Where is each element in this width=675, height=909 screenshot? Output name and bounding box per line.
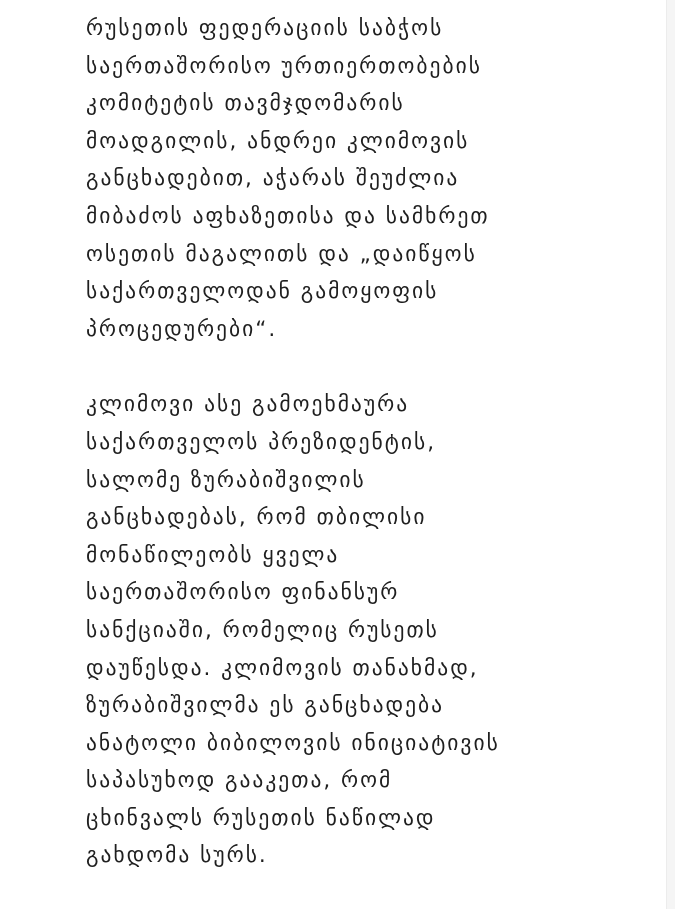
text-line: სალომე ზურაბიშვილის — [86, 467, 366, 493]
text-line: სანქციაში, რომელიც რუსეთს — [86, 617, 439, 643]
text-line: საპასუხოდ გააკეთა, რომ — [86, 768, 393, 794]
text-line: პროცედურები“. — [86, 316, 278, 342]
text-line: ზურაბიშვილმა ეს განცხადება — [86, 693, 445, 719]
text-line: მიბაძოს აფხაზეთისა და სამხრეთ — [86, 203, 490, 229]
text-line: მონაწილეობს ყველა — [86, 542, 340, 568]
text-line: განცხადებას, რომ თბილისი — [86, 505, 427, 531]
paragraph-2 — [86, 386, 606, 875]
text-line: განცხადებით, აჭარას შეუძლია — [86, 166, 460, 192]
text-line: საქართველოდან გამოყოფის — [86, 279, 439, 305]
text-line: კომიტეტის თავმჯდომარის — [86, 91, 405, 117]
text-line: ცხინვალს რუსეთის ნაწილად — [86, 805, 436, 831]
text-line: საერთაშორისო ფინანსურ — [86, 580, 400, 606]
text-line: დაუწესდა. კლიმოვის თანახმად, — [86, 655, 479, 681]
scrollbar-track[interactable] — [666, 0, 675, 909]
text-line: გახდომა სურს. — [86, 843, 268, 869]
article-body — [86, 10, 606, 875]
text-line: საქართველოს პრეზიდენტის, — [86, 429, 437, 455]
paragraph-1 — [86, 10, 606, 348]
text-line: მოადგილის, ანდრეი კლიმოვის — [86, 128, 470, 154]
text-line: კლიმოვი ასე გამოეხმაურა — [86, 392, 410, 418]
text-line: ოსეთის მაგალითს და „დაიწყოს — [86, 241, 477, 267]
text-line: საერთაშორისო ურთიერთობების — [86, 53, 482, 79]
text-line: ანატოლი ბიბილოვის ინიციატივის — [86, 730, 500, 756]
text-line: რუსეთის ფედერაციის საბჭოს — [86, 16, 444, 41]
